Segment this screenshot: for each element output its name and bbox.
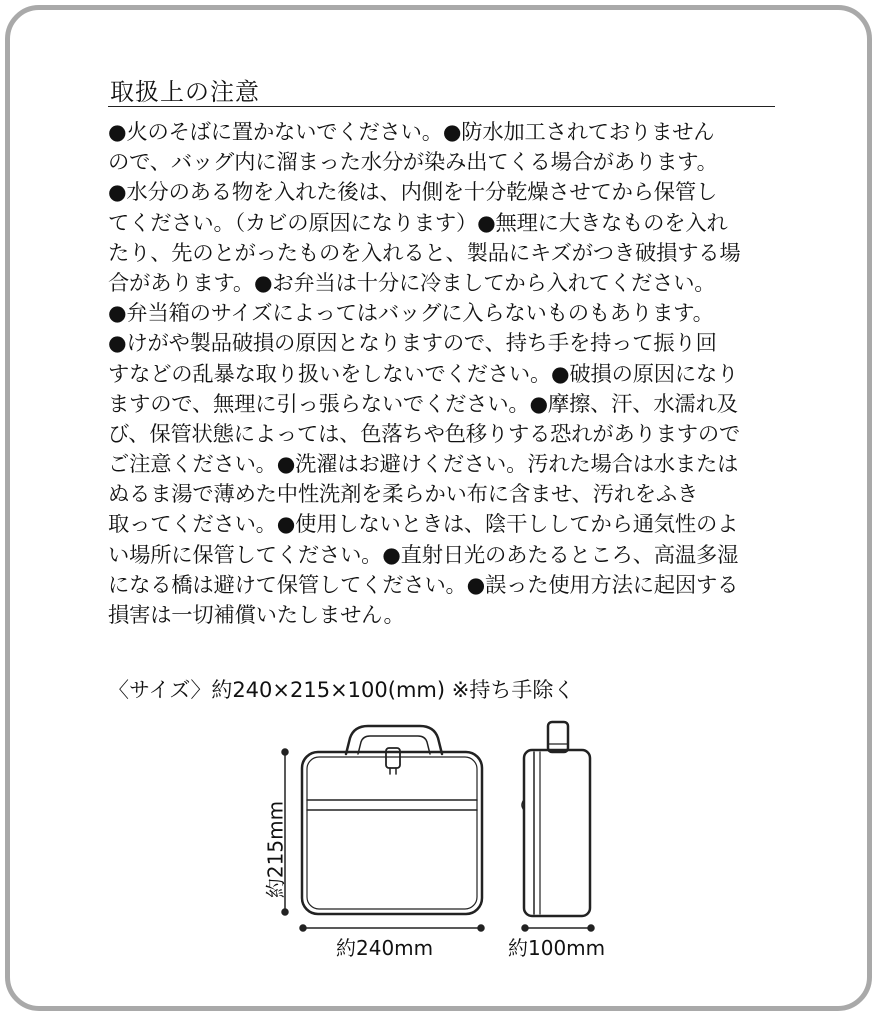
text-line: ●けがや製品破損の原因となりますので、持ち手を持って振り回 [108, 331, 717, 357]
text-line: たり、先のとがったものを入れると、製品にキズがつき破損する場 [108, 240, 741, 266]
text-line: ので、バッグ内に溜まった水分が染み出てくる場合があります。 [108, 150, 718, 176]
height-label: 約215mm [263, 800, 288, 899]
text-line: ●火のそばに置かないでください。●防水加工されておりません [108, 120, 715, 145]
text-line: 損害は一切補償いたしません。 [108, 603, 405, 628]
text-line: 取ってください。●使用しないときは、陰干ししてから通気性のよ [108, 512, 739, 538]
text-line: になる橋は避けて保管してください。●誤った使用方法に起因する [108, 572, 739, 598]
text-line: すなどの乱暴な取り扱いをしないでください。●破損の原因になり [108, 361, 739, 387]
side-handle [548, 722, 568, 752]
page-title: 取扱上の注意 [110, 78, 260, 106]
text-line: ●水分のある物を入れた後は、内側を十分乾燥させてから保管し [108, 180, 718, 206]
bag-front-body [302, 752, 482, 914]
text-line: び、保管状態によっては、色落ちや色移りする恐れがありますので [108, 421, 741, 447]
bag-handle [346, 726, 442, 754]
text-line: ますので、無理に引っ張らないでください。●摩擦、汗、水濡れ及 [108, 391, 738, 417]
text-line: い場所に保管してください。●直射日光のあたるところ、高温多湿 [108, 542, 739, 568]
text-line: 合があります。●お弁当は十分に冷ましてから入れてください。 [108, 270, 716, 296]
text-line: ぬるま湯で薄めた中性洗剤を柔らかい布に含ませ、汚れをふき [108, 482, 699, 508]
size-spec: 〈サイズ〉約240×215×100(mm) ※持ち手除く [108, 678, 575, 702]
text-line: ご注意ください。●洗濯はお避けください。汚れた場合は水または [108, 452, 739, 478]
depth-label: 約100mm [508, 936, 606, 960]
text-line: ●弁当箱のサイズによってはバッグに入らないものもあります。 [108, 301, 714, 327]
text-line: てください。（カビの原因になります）●無理に大きなものを入れ [108, 210, 728, 236]
width-label: 約240mm [336, 936, 434, 960]
